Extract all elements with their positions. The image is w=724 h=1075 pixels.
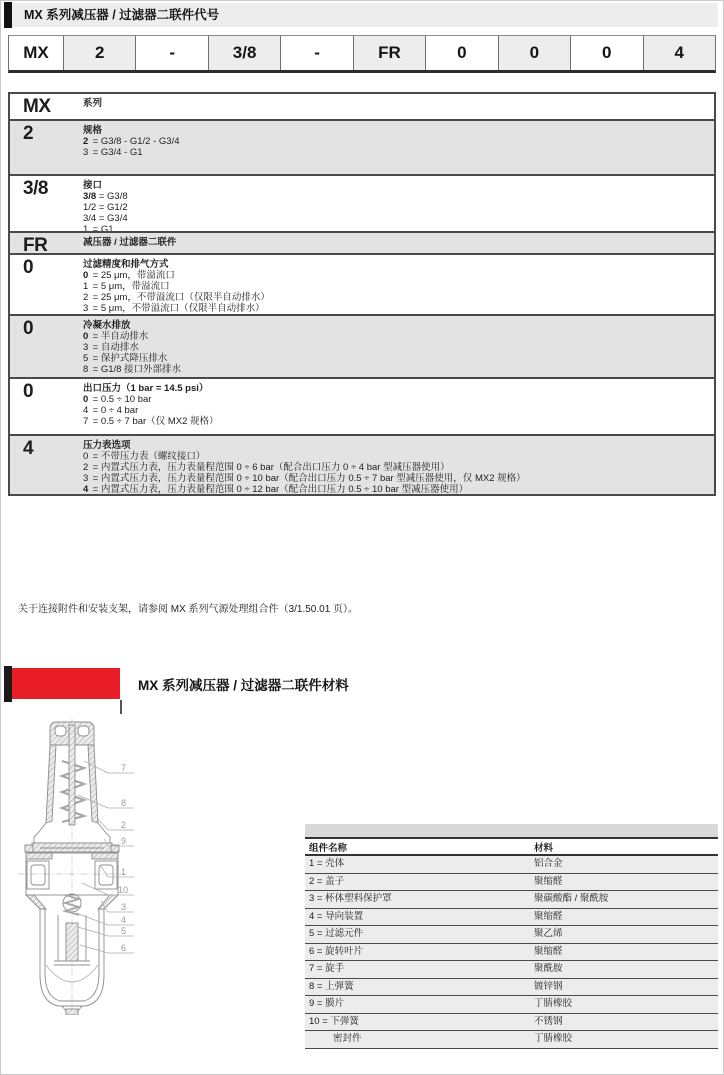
code-legend-row-3 <box>10 231 714 253</box>
component-material: 不锈钢 <box>534 1015 563 1027</box>
option-code: 7 <box>83 416 89 427</box>
option-code: 2 <box>83 462 89 473</box>
order-code-box-9: 4 <box>643 36 715 70</box>
materials-row-6 <box>305 961 718 979</box>
component-material: 聚缩醛 <box>534 875 563 887</box>
component-material: 铝合金 <box>534 858 563 869</box>
order-code-boxes <box>8 35 716 73</box>
order-code-box-0: MX <box>9 36 63 70</box>
option-code: 4 <box>83 405 89 416</box>
option-code: 1/2 <box>83 202 97 213</box>
code-legend-row-5 <box>10 314 714 377</box>
option-code: 3/8 <box>83 191 97 202</box>
callout-6: 6 <box>121 943 127 953</box>
component-name: 密封件 <box>333 1033 362 1044</box>
code-legend-option-7-1 <box>83 462 714 473</box>
component-name: 7 = 旋手 <box>309 963 345 974</box>
option-code: 2 <box>83 292 89 303</box>
option-value: = G1 <box>90 224 114 231</box>
option-value: = 25 μm，不带溢流口（仅限半自动排水） <box>90 292 270 303</box>
materials-header-material: 材料 <box>534 843 554 854</box>
option-value: = G3/4 - G1 <box>90 147 143 158</box>
option-value: = 0.5 ÷ 7 bar（仅 MX2 规格） <box>90 416 219 427</box>
code-legend-key: MX <box>23 96 51 117</box>
code-legend-option-2-1 <box>83 202 714 213</box>
code-legend-option-4-0 <box>83 270 714 281</box>
component-name: 9 = 膜片 <box>309 998 345 1009</box>
materials-table-header <box>305 837 718 856</box>
materials-row-5 <box>305 944 718 962</box>
option-code: 3 <box>83 342 89 353</box>
option-value: = G3/8 - G1/2 - G3/4 <box>90 136 180 147</box>
materials-row-4 <box>305 926 718 944</box>
component-name: 6 = 旋转叶片 <box>309 945 364 957</box>
code-legend-key: 2 <box>23 123 34 144</box>
option-code: 1 <box>83 281 89 292</box>
option-value: = G1/8 接口外部排水 <box>90 364 182 375</box>
callout-1: 1 <box>121 867 127 877</box>
component-material: 聚缩醛 <box>534 910 563 922</box>
component-name: 3 = 杯体塑料保护罩 <box>309 893 392 904</box>
code-legend-body <box>83 379 714 434</box>
materials-row-8 <box>305 996 718 1014</box>
code-legend-key: FR <box>23 235 48 253</box>
option-value: = 0 ÷ 4 bar <box>90 405 139 416</box>
code-legend-row-1 <box>10 119 714 174</box>
code-legend-key: 0 <box>23 318 34 339</box>
option-code: 0 <box>83 451 89 462</box>
callout-2: 2 <box>121 820 127 830</box>
materials-row-3 <box>305 909 718 927</box>
code-legend-row-4 <box>10 253 714 314</box>
code-legend-body <box>83 176 714 231</box>
materials-row-1 <box>305 874 718 892</box>
materials-row-2 <box>305 891 718 909</box>
option-code: 3/4 <box>83 213 97 224</box>
option-value: = 0.5 ÷ 10 bar <box>90 394 152 405</box>
code-legend-row-2 <box>10 174 714 231</box>
option-value: = 25 μm，带溢流口 <box>90 270 175 281</box>
filter-regulator-cross-section-drawing <box>10 715 140 1015</box>
order-code-box-6: 0 <box>425 36 497 70</box>
order-code-legend <box>8 92 716 496</box>
component-name: 5 = 过滤元件 <box>309 928 364 939</box>
code-legend-option-7-2 <box>83 473 714 484</box>
code-legend-option-5-1 <box>83 342 714 353</box>
materials-row-7 <box>305 979 718 997</box>
code-legend-body <box>83 94 714 119</box>
code-legend-option-2-2 <box>83 213 714 224</box>
component-name: 1 = 壳体 <box>309 858 345 869</box>
cross-section-lines <box>18 719 129 1015</box>
option-value: = G3/4 <box>96 213 128 224</box>
order-code-box-3: 3/8 <box>208 36 280 70</box>
component-material: 丁腈橡胶 <box>534 1033 573 1044</box>
option-code: 2 <box>83 136 89 147</box>
component-material: 丁腈橡胶 <box>534 998 573 1009</box>
component-material: 聚酰胺 <box>534 963 563 974</box>
code-legend-body <box>83 121 714 174</box>
callout-8: 8 <box>121 798 127 808</box>
materials-table-body <box>305 856 718 1049</box>
option-code: 3 <box>83 473 89 484</box>
section1-title: MX 系列减压器 / 过滤器二联件代号 <box>24 8 220 22</box>
code-legend-title: 减压器 / 过滤器二联件 <box>83 237 177 248</box>
callout-9: 9 <box>121 836 127 846</box>
code-legend-title: 规格 <box>83 125 103 136</box>
option-code: 3 <box>83 147 89 158</box>
component-material: 聚乙烯 <box>534 928 563 939</box>
materials-table-top-band <box>305 824 718 837</box>
option-value: = 自动排水 <box>90 342 139 353</box>
option-code: 0 <box>83 270 89 281</box>
option-value: = 不带压力表（螺纹接口） <box>90 451 206 462</box>
callout-4: 4 <box>121 915 127 925</box>
code-legend-title: 出口压力（1 bar = 14.5 psi） <box>83 383 209 394</box>
callout-3: 3 <box>121 902 127 912</box>
code-legend-option-4-1 <box>83 281 714 292</box>
code-legend-row-7 <box>10 434 714 494</box>
option-code: 5 <box>83 353 89 364</box>
option-code: 0 <box>83 331 89 342</box>
order-code-box-4: - <box>280 36 352 70</box>
code-legend-key: 0 <box>23 381 34 402</box>
code-legend-body <box>83 233 714 253</box>
header2-tick-line <box>120 700 122 714</box>
option-code: 4 <box>83 484 89 494</box>
code-legend-option-4-2 <box>83 292 714 303</box>
code-legend-title: 接口 <box>83 180 103 191</box>
header-black-bar <box>4 2 12 28</box>
materials-header-component: 组件名称 <box>309 843 348 854</box>
code-legend-option-6-0 <box>83 394 714 405</box>
code-legend-option-6-1 <box>83 405 714 416</box>
code-legend-option-7-0 <box>83 451 714 462</box>
code-legend-row-0 <box>10 94 714 119</box>
code-legend-body <box>83 436 714 494</box>
code-legend-option-2-3 <box>83 224 714 231</box>
header2-black-bar <box>4 666 12 702</box>
option-value: = 内置式压力表，压力表量程范围 0 ÷ 6 bar（配合出口压力 0 ÷ 4 bar 型减压器使用） <box>90 462 450 473</box>
option-code: 1 <box>83 224 89 231</box>
order-code-box-5: FR <box>353 36 425 70</box>
code-legend-key: 4 <box>23 438 34 459</box>
order-code-box-2: - <box>135 36 207 70</box>
option-value: = 5 μm，不带溢流口（仅限半自动排水） <box>90 303 265 314</box>
order-code-box-7: 0 <box>498 36 570 70</box>
component-name: 2 = 盖子 <box>309 875 345 887</box>
callout-5: 5 <box>121 926 127 936</box>
section-header-ordering-code <box>4 3 718 27</box>
materials-row-10 <box>305 1031 718 1049</box>
code-legend-title: 压力表选项 <box>83 440 131 451</box>
code-legend-key: 3/8 <box>23 178 48 199</box>
callout-7: 7 <box>121 763 127 773</box>
materials-table <box>305 824 718 1049</box>
reference-note: 关于连接附件和安装支架，请参阅 MX 系列气源处理组合件（3/1.50.01 页）。 <box>18 604 359 615</box>
option-code: 0 <box>83 394 89 405</box>
option-value: = G1/2 <box>96 202 128 213</box>
component-material: 聚缩醛 <box>534 945 563 957</box>
component-material: 镀锌钢 <box>534 980 563 992</box>
materials-row-0 <box>305 856 718 874</box>
code-legend-body <box>83 255 714 314</box>
code-legend-option-2-0 <box>83 191 714 202</box>
code-legend-option-4-3 <box>83 303 714 314</box>
option-value: = 5 μm，带溢流口 <box>90 281 170 292</box>
option-value: = 保护式降压排水 <box>90 353 168 364</box>
code-legend-body <box>83 316 714 377</box>
section2-title: MX 系列减压器 / 过滤器二联件材料 <box>138 678 349 693</box>
code-legend-option-7-3 <box>83 484 714 494</box>
option-value: = G3/8 <box>96 191 128 202</box>
code-legend-row-6 <box>10 377 714 434</box>
component-name: 4 = 导向装置 <box>309 910 364 922</box>
option-value: = 内置式压力表，压力表量程范围 0 ÷ 10 bar（配合出口压力 0.5 ÷ 7 bar 型减压器使用，仅 MX2 规格） <box>90 473 526 484</box>
code-legend-title: 过滤精度和排气方式 <box>83 259 169 270</box>
option-code: 8 <box>83 364 89 375</box>
code-legend-option-6-2 <box>83 416 714 427</box>
header2-red-block <box>12 668 120 699</box>
option-code: 3 <box>83 303 89 314</box>
code-legend-option-5-2 <box>83 353 714 364</box>
code-legend-option-5-0 <box>83 331 714 342</box>
option-value: = 半自动排水 <box>90 331 149 342</box>
code-legend-key: 0 <box>23 257 34 278</box>
component-material: 聚碳酸酯 / 聚酰胺 <box>534 893 609 904</box>
option-value: = 内置式压力表，压力表量程范围 0 ÷ 12 bar（配合出口压力 0.5 ÷ 10 bar 型减压器使用） <box>90 484 469 494</box>
code-legend-title: 系列 <box>83 98 103 109</box>
code-legend-title: 冷凝水排放 <box>83 320 131 331</box>
materials-row-9 <box>305 1014 718 1032</box>
callout-10: 10 <box>118 885 129 895</box>
code-legend-option-5-3 <box>83 364 714 375</box>
order-code-box-1: 2 <box>63 36 135 70</box>
code-legend-option-1-0 <box>83 136 714 147</box>
code-legend-option-1-1 <box>83 147 714 158</box>
component-name: 10 = 下弹簧 <box>309 1015 359 1027</box>
order-code-box-8: 0 <box>570 36 642 70</box>
component-name: 8 = 上弹簧 <box>309 980 354 992</box>
